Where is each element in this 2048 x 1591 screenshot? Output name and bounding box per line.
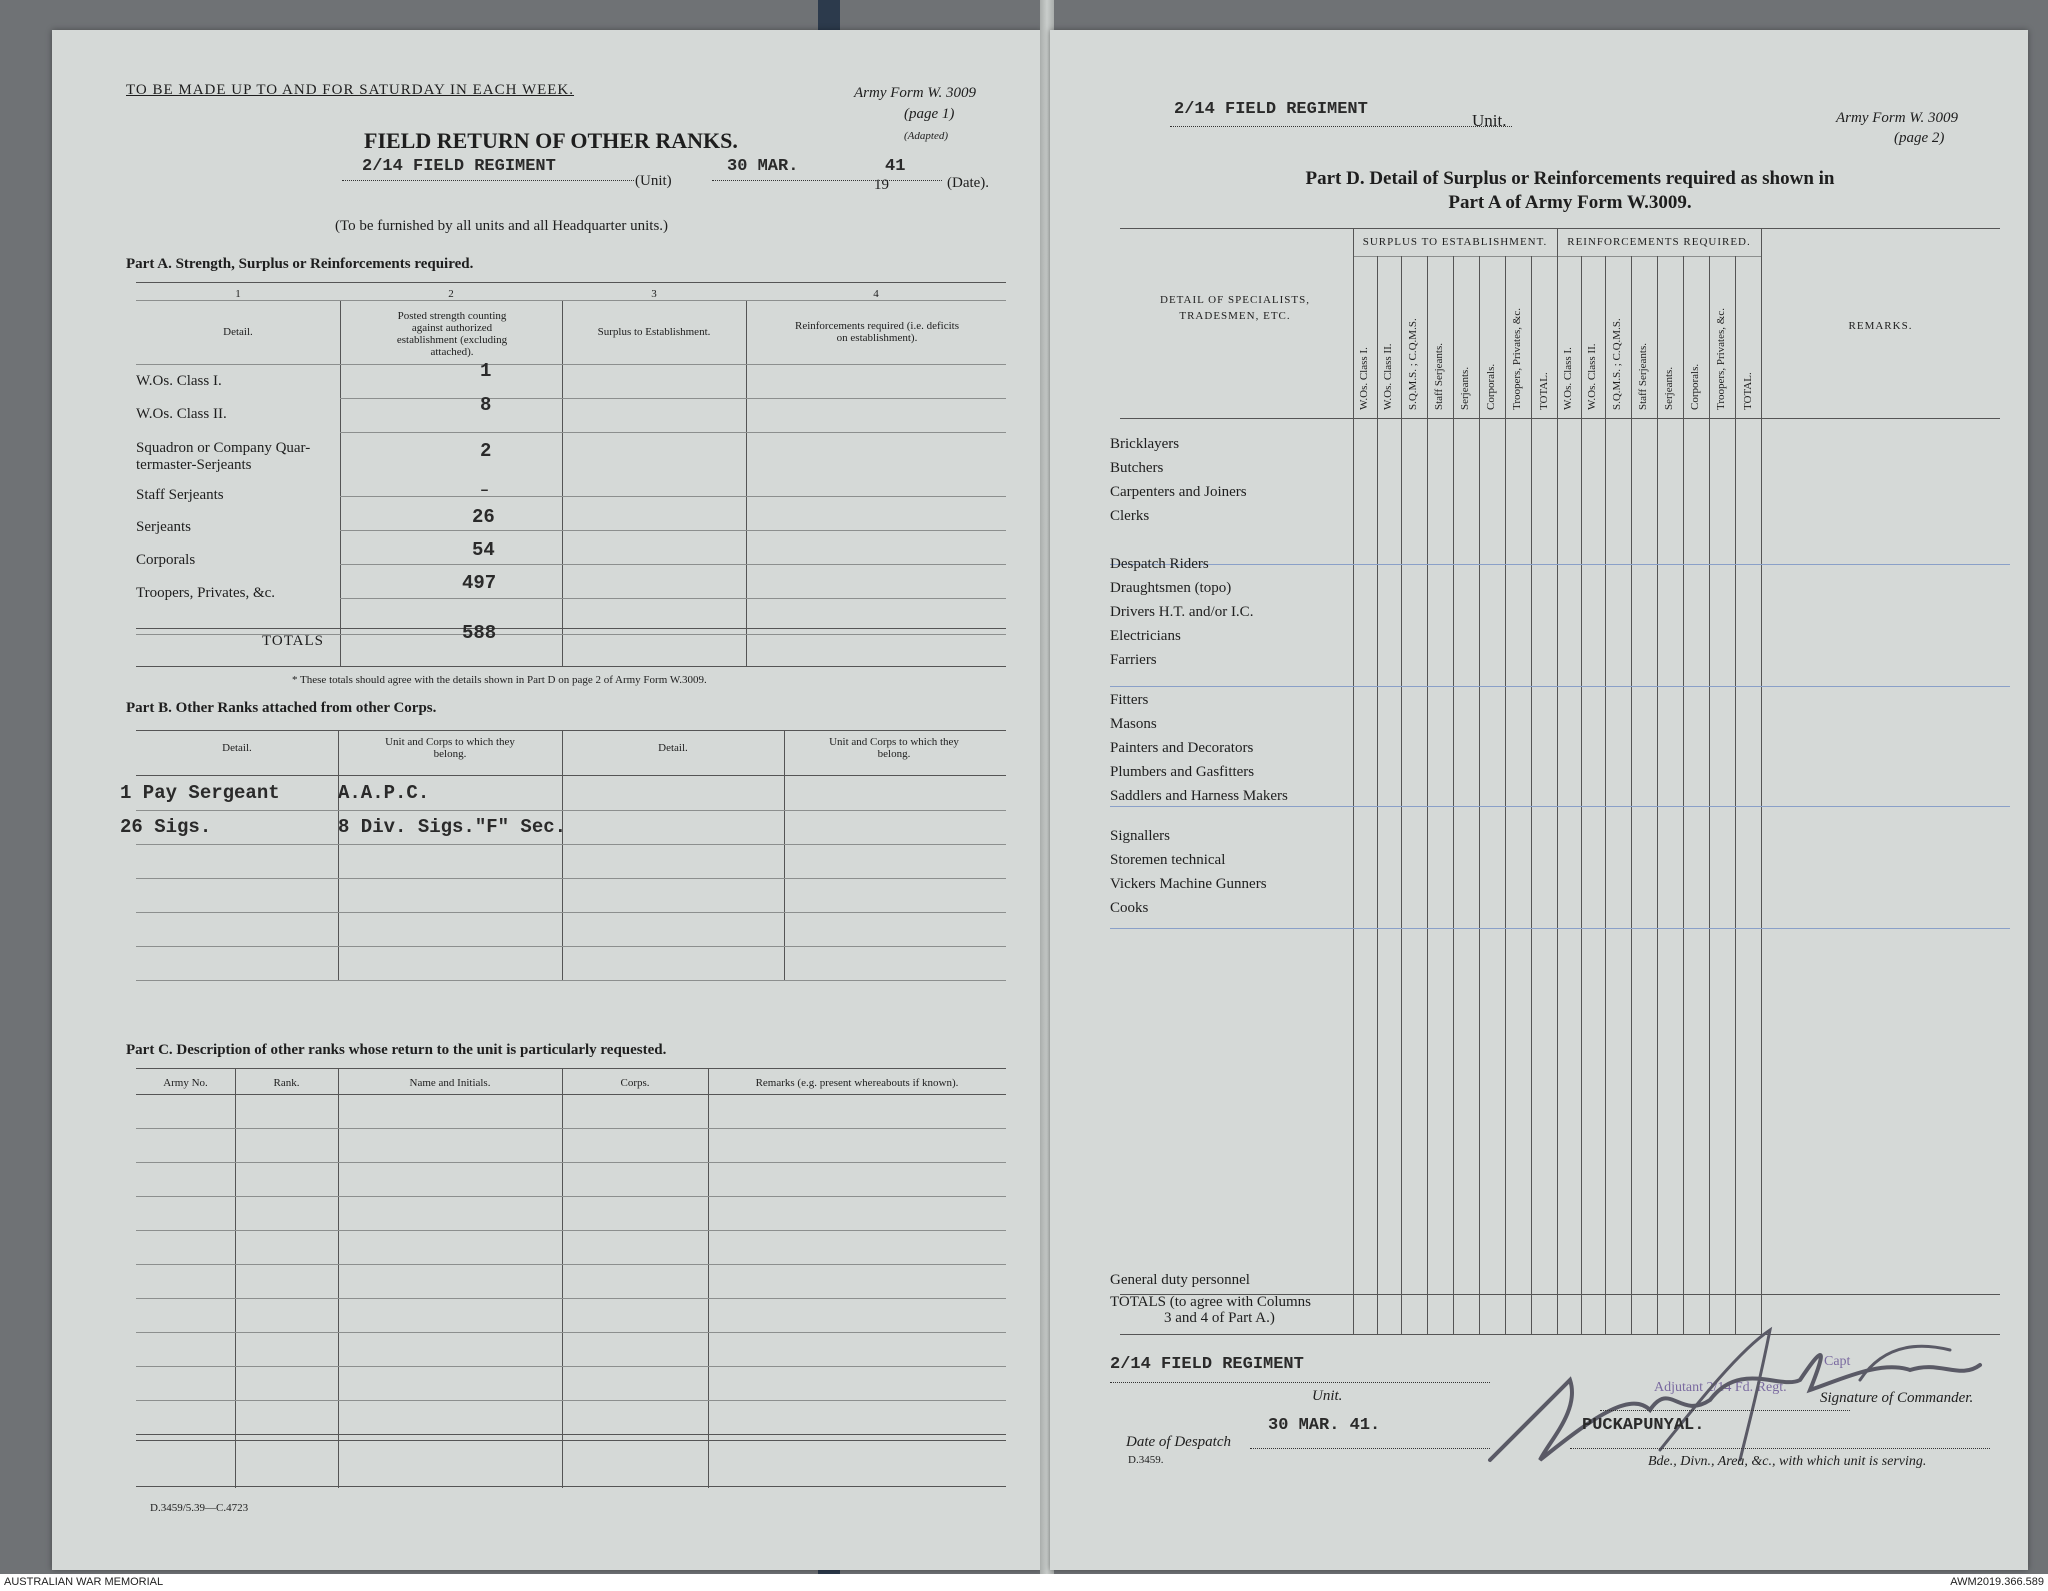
part-a-title: Part A. Strength, Surplus or Reinforcements required. (126, 256, 474, 272)
part-b-header-detail: Detail. (222, 742, 252, 754)
trade-item: Storemen technical (1110, 852, 1226, 868)
part-a-col-number-1: 1 (235, 288, 241, 300)
p2-unit-label: Unit. (1472, 111, 1507, 130)
print-code-page-2: D.3459. (1128, 1454, 1164, 1466)
part-a-header-reinforcements: Reinforcements required (i.e. deficits on establishment). (794, 320, 960, 344)
part-a-col-number-3: 3 (651, 288, 657, 300)
top-instruction: TO BE MADE UP TO AND FOR SATURDAY IN EACH WEEK. (126, 82, 575, 98)
trade-item: Clerks (1110, 508, 1150, 524)
binding-ribbon-top (818, 0, 840, 32)
part-b-title: Part B. Other Ranks attached from other Corps. (126, 700, 437, 716)
trade-item: Drivers H.T. and/or I.C. (1110, 604, 1254, 620)
trade-item: Plumbers and Gasfitters (1110, 764, 1255, 780)
date-label: (Date). (947, 175, 990, 191)
trade-item: Despatch Riders (1110, 556, 1209, 572)
form-title: FIELD RETURN OF OTHER RANKS. (364, 128, 738, 153)
part-c-header-army-no: Army No. (163, 1077, 208, 1089)
surplus-col-header: Corporals. (1485, 363, 1497, 410)
surplus-col-header: W.Os. Class I. (1358, 347, 1370, 410)
trade-item: Bricklayers (1110, 436, 1180, 452)
reinf-col-header: S.Q.M.S. ; C.Q.M.S. (1611, 318, 1623, 410)
trade-item: Cooks (1110, 900, 1149, 916)
part-c-header-corps: Corps. (620, 1077, 650, 1089)
p2-army-form-label: Army Form W. 3009 (1836, 110, 1958, 126)
archive-footer-bar (0, 1574, 2048, 1591)
part-a-row-value: 1 (480, 360, 492, 382)
general-duty-label: General duty personnel (1110, 1272, 1250, 1288)
part-a-header-surplus: Surplus to Establishment. (597, 326, 711, 338)
part-b-row-unit: 8 Div. Sigs."F" Sec. (338, 816, 567, 838)
part-a-col-number-4: 4 (873, 288, 879, 300)
despatch-value: 30 MAR. 41. (1268, 1416, 1381, 1435)
form-page-1 (52, 30, 1042, 1570)
unit-value: 2/14 FIELD REGIMENT (362, 157, 556, 176)
trade-item: Draughtsmen (topo) (1110, 580, 1232, 596)
trade-item: Electricians (1110, 628, 1181, 644)
reinf-col-header: W.Os. Class I. (1562, 347, 1574, 410)
part-b-header-unit: Unit and Corps to which they belong. (385, 736, 515, 760)
part-a-row-label: Staff Serjeants (136, 487, 224, 503)
signature-label: Signature of Commander. (1820, 1390, 1974, 1406)
trade-item: Carpenters and Joiners (1110, 484, 1247, 500)
part-a-row-value: 26 (472, 506, 495, 528)
location-value: PUCKAPUNYAL. (1582, 1416, 1705, 1435)
part-a-row-value: – (480, 482, 490, 499)
adjutant-stamp: Adjutant 2/14 Fd. Regt. (1654, 1380, 1787, 1395)
p2-page-number: (page 2) (1894, 130, 1945, 146)
part-d-header-reinforcements: REINFORCEMENTS REQUIRED. (1567, 236, 1751, 248)
part-c-header-remarks: Remarks (e.g. present whereabouts if known). (755, 1077, 959, 1089)
surplus-col-header: Staff Serjeants. (1433, 342, 1445, 410)
part-a-row-value: 54 (472, 539, 495, 561)
part-b-header-unit-2: Unit and Corps to which they belong. (829, 736, 959, 760)
trade-item: Masons (1110, 716, 1157, 732)
part-c-header-rank: Rank. (273, 1077, 300, 1089)
reinf-col-header: Serjeants. (1663, 366, 1675, 410)
surplus-col-header: Serjeants. (1459, 366, 1471, 410)
trade-item: Farriers (1110, 652, 1157, 668)
part-a-row-label: Squadron or Company Quar-termaster-Serjeants (136, 440, 311, 473)
part-d-title-line-1: Part D. Detail of Surplus or Reinforcements required as shown in (1305, 168, 1835, 189)
archive-footer-left: AUSTRALIAN WAR MEMORIAL (4, 1576, 164, 1588)
trade-item: Signallers (1110, 828, 1170, 844)
part-a-row-label: W.Os. Class II. (136, 406, 227, 422)
trade-item: Vickers Machine Gunners (1110, 876, 1267, 892)
part-c-title: Part C. Description of other ranks whose return to the unit is particularly requested. (126, 1042, 667, 1058)
part-b-row-unit: A.A.P.C. (338, 782, 430, 804)
stamp-rank: Capt (1824, 1354, 1851, 1369)
year-prefix: 19 (874, 177, 889, 193)
reinf-col-header: Corporals. (1689, 363, 1701, 410)
part-d-title-line-2: Part A of Army Form W.3009. (1448, 192, 1692, 213)
reinf-col-header: Staff Serjeants. (1637, 342, 1649, 410)
trade-item: Butchers (1110, 460, 1164, 476)
part-a-row-value: 8 (480, 394, 492, 416)
part-a-row-label: Corporals (136, 552, 196, 568)
reinf-col-header: W.Os. Class II. (1586, 343, 1598, 410)
trade-item: Fitters (1110, 692, 1149, 708)
part-c-header-name: Name and Initials. (409, 1077, 491, 1089)
part-a-header-detail: Detail. (223, 326, 253, 338)
archive-footer-right: AWM2019.366.589 (1950, 1576, 2044, 1588)
surplus-col-header: S.Q.M.S. ; C.Q.M.S. (1407, 318, 1419, 410)
reinf-col-header: TOTAL. (1742, 372, 1754, 410)
part-a-row-label: Troopers, Privates, &c. (136, 585, 276, 601)
part-a-totals-label: TOTALS (262, 633, 325, 649)
part-a-totals-value: 588 (462, 622, 497, 644)
page-number: (page 1) (904, 106, 955, 122)
part-a-row-label: W.Os. Class I. (136, 373, 222, 389)
part-b-header-detail-2: Detail. (658, 742, 688, 754)
furnish-note: (To be furnished by all units and all Headquarter units.) (335, 218, 669, 234)
part-a-row-label: Serjeants (136, 519, 191, 535)
totals-label-1: TOTALS (to agree with Columns (1110, 1294, 1311, 1310)
date-value: 30 MAR. (727, 157, 799, 176)
year-value: 41 (885, 157, 906, 176)
part-d-header-detail: DETAIL OF SPECIALISTS, TRADESMEN, ETC. (1160, 294, 1310, 322)
part-a-header-posted: Posted strength counting against authorized establishment (excluding attached). (396, 310, 508, 358)
surplus-col-header: W.Os. Class II. (1382, 343, 1394, 410)
reinf-col-header: Troopers, Privates, &c. (1715, 308, 1727, 410)
adapted-label: (Adapted) (904, 130, 948, 142)
trade-item: Saddlers and Harness Makers (1110, 788, 1288, 804)
part-b-row-detail: 1 Pay Sergeant (120, 782, 280, 804)
p2-unit-value: 2/14 FIELD REGIMENT (1174, 100, 1368, 119)
part-a-row-value: 2 (480, 440, 492, 462)
unit-label: (Unit) (635, 173, 672, 189)
part-a-row-value: 497 (462, 572, 497, 594)
form-page-2 (1050, 30, 2028, 1570)
part-a-col-number-2: 2 (448, 288, 454, 300)
footer-unit-value: 2/14 FIELD REGIMENT (1110, 1355, 1304, 1374)
surplus-col-header: TOTAL. (1538, 372, 1550, 410)
surplus-col-header: Troopers, Privates, &c. (1511, 308, 1523, 410)
part-d-header-surplus: SURPLUS TO ESTABLISHMENT. (1362, 236, 1548, 248)
trade-item: Painters and Decorators (1110, 740, 1254, 756)
army-form-label: Army Form W. 3009 (854, 85, 976, 101)
print-code-page-1: D.3459/5.39—C.4723 (150, 1502, 249, 1514)
part-d-header-remarks: REMARKS. (1848, 320, 1913, 332)
location-label: Bde., Divn., Area, &c., with which unit is serving. (1648, 1454, 1927, 1469)
part-a-footnote: * These totals should agree with the details shown in Part D on page 2 of Army Form W.3009. (292, 674, 707, 686)
despatch-label: Date of Despatch (1126, 1434, 1231, 1450)
footer-unit-label: Unit. (1312, 1388, 1343, 1404)
part-b-row-detail: 26 Sigs. (120, 816, 212, 838)
totals-label-2: 3 and 4 of Part A.) (1164, 1310, 1275, 1326)
